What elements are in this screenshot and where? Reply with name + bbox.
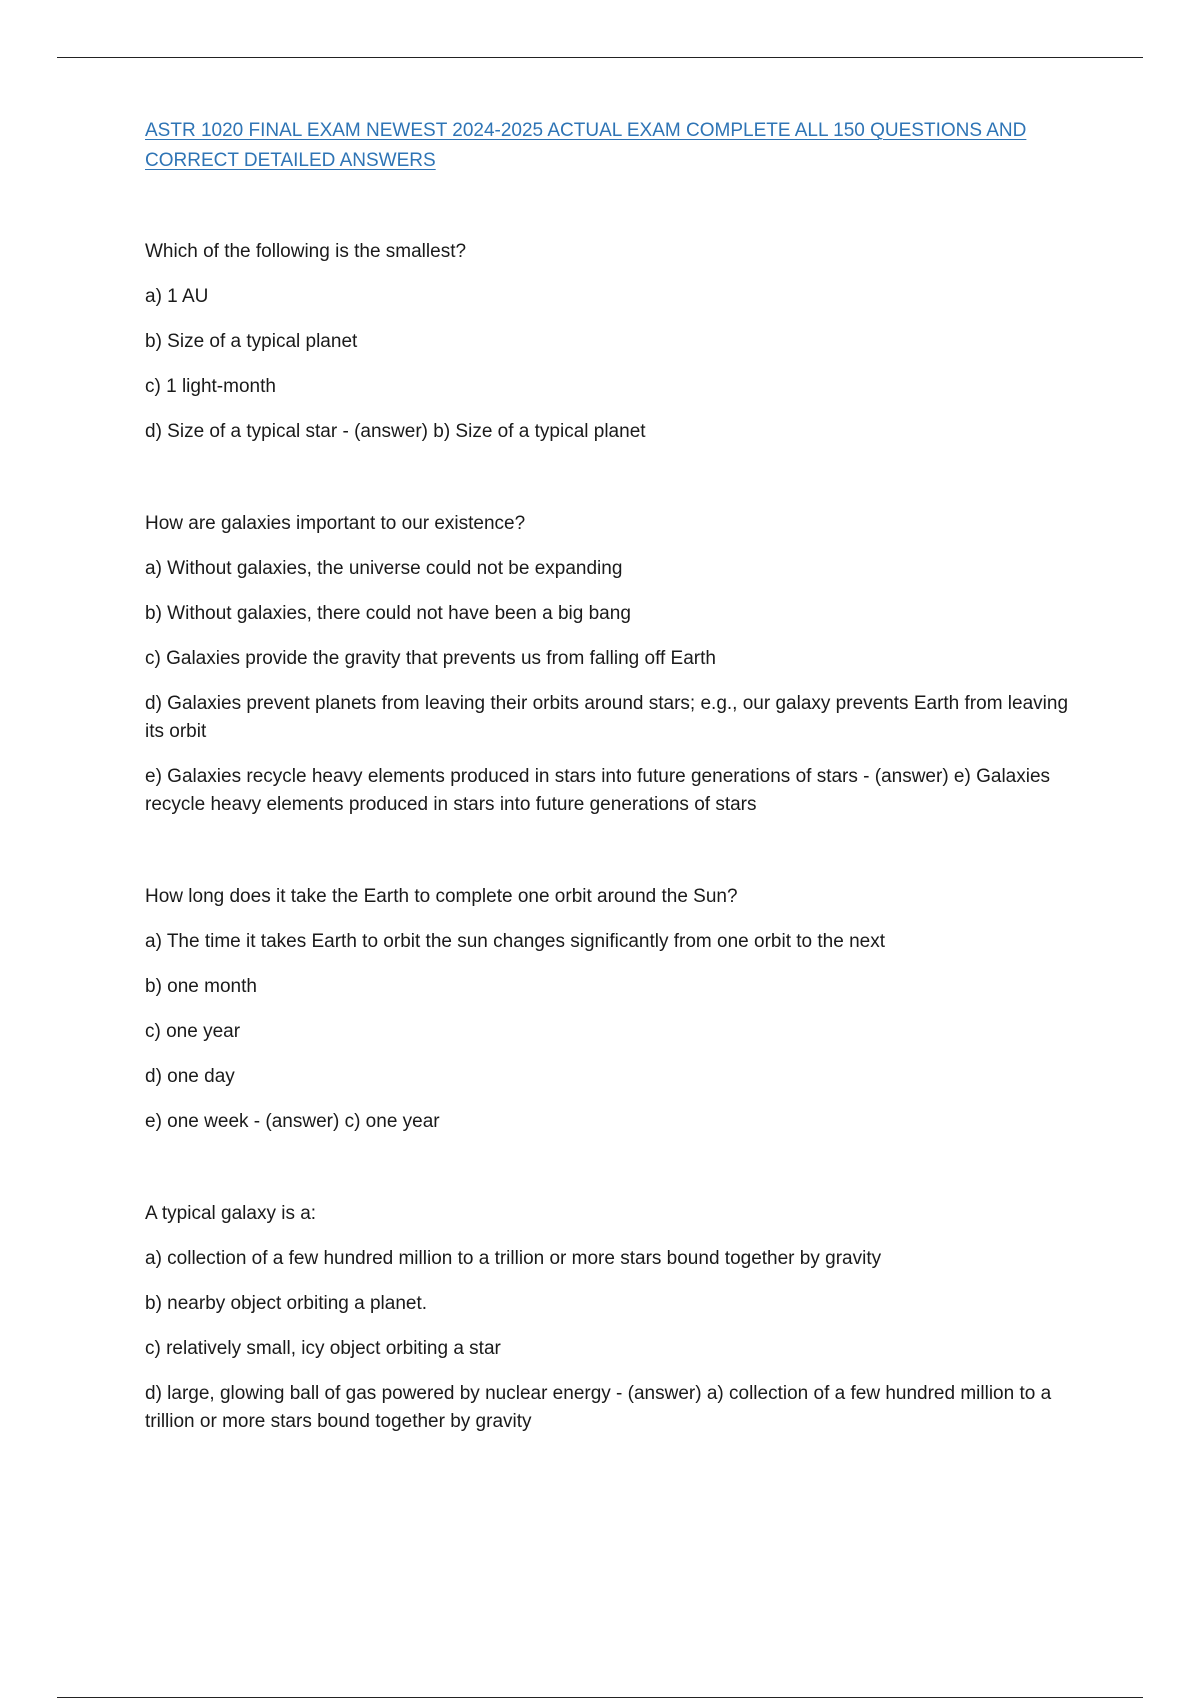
option-b: b) one month — [145, 976, 257, 997]
option-c: c) one year — [145, 1021, 241, 1042]
option-d-with-answer: d) large, glowing ball of gas powered by nuclear energy - (answer) a) collection of a few hundred million to a trillion or more stars bound together by gravity — [145, 1383, 1052, 1432]
option-c: c) Galaxies provide the gravity that prevents us from falling off Earth — [145, 648, 716, 669]
option-d: d) Galaxies prevent planets from leaving their orbits around stars; e.g., our galaxy prevents Earth from leaving its orbit — [145, 693, 1069, 742]
option-c: c) 1 light-month — [145, 376, 276, 397]
option-b: b) Size of a typical planet — [145, 331, 358, 352]
question-text: How are galaxies important to our existence? — [145, 513, 526, 534]
document-body — [145, 116, 1085, 1436]
option-a: a) Without galaxies, the universe could not be expanding — [145, 558, 623, 579]
option-e-with-answer: e) one week - (answer) c) one year — [145, 1111, 440, 1132]
question-text: How long does it take the Earth to complete one orbit around the Sun? — [145, 886, 738, 907]
option-a: a) collection of a few hundred million to a trillion or more stars bound together by gravity — [145, 1248, 882, 1269]
option-b: b) nearby object orbiting a planet. — [145, 1293, 428, 1314]
option-d: d) one day — [145, 1066, 235, 1087]
footer-rule — [57, 1697, 1143, 1698]
option-d-with-answer: d) Size of a typical star - (answer) b) Size of a typical planet — [145, 421, 646, 442]
option-a: a) The time it takes Earth to orbit the sun changes significantly from one orbit to the next — [145, 931, 885, 952]
option-b: b) Without galaxies, there could not have been a big bang — [145, 603, 631, 624]
option-e-with-answer: e) Galaxies recycle heavy elements produced in stars into future generations of stars - (answer) e) Galaxies recycle heavy elements produced in stars into future generations of stars — [145, 766, 1051, 815]
question-text: Which of the following is the smallest? — [145, 241, 467, 262]
question-text: A typical galaxy is a: — [145, 1203, 317, 1224]
header-rule — [57, 57, 1143, 58]
question-1 — [145, 238, 1085, 446]
question-4 — [145, 1200, 1085, 1436]
document-title-link[interactable]: ASTR 1020 FINAL EXAM NEWEST 2024-2025 ACTUAL EXAM COMPLETE ALL 150 QUESTIONS AND CORRECT DETAILED ANSWERS — [145, 120, 1027, 171]
question-2 — [145, 510, 1085, 819]
option-c: c) relatively small, icy object orbiting a star — [145, 1338, 501, 1359]
document-title — [145, 116, 1085, 176]
option-a: a) 1 AU — [145, 286, 209, 307]
question-3 — [145, 883, 1085, 1136]
